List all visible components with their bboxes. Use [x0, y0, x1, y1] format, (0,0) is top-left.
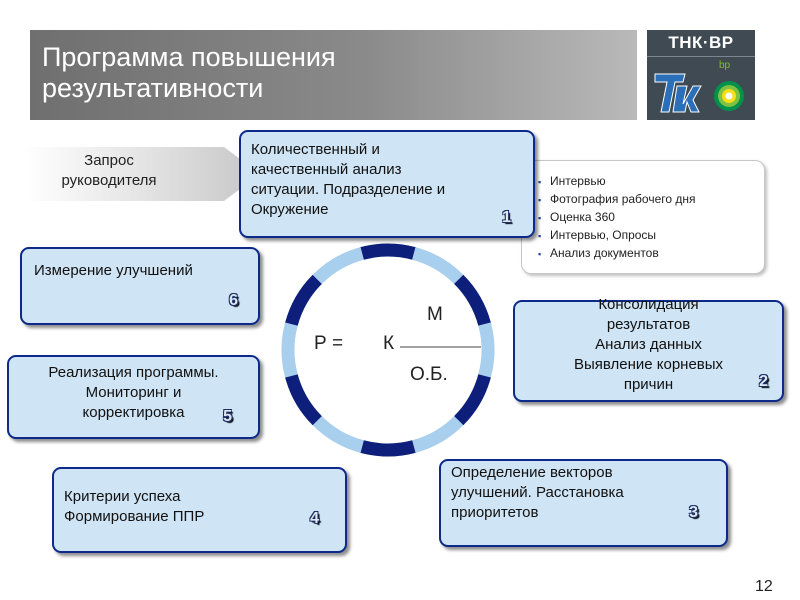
step-1-number: 1	[502, 209, 511, 226]
step-5-line: Реализация программы.	[48, 364, 219, 381]
logo-brand-text: ТНК·ВР	[647, 30, 755, 57]
request-label	[24, 151, 194, 191]
logo-bp-text: bp	[719, 60, 731, 71]
bullet-icon: ▪	[538, 249, 542, 259]
ring-segment-dark	[362, 250, 414, 253]
step-4-line: Критерии успеха	[64, 488, 181, 505]
step-1-line: качественный анализ	[251, 161, 402, 178]
step-3-line: приоритетов	[451, 504, 539, 521]
ring-segment-light	[485, 324, 488, 376]
method-text: Оценка 360	[550, 210, 615, 224]
methods-list-item	[538, 191, 696, 209]
step-6-line: Измерение улучшений	[34, 262, 193, 279]
step-5-line: корректировка	[82, 404, 185, 421]
bullet-icon: ▪	[538, 177, 542, 187]
step-2-number: 2	[759, 373, 768, 390]
step-1-line: ситуации. Подразделение и	[251, 181, 446, 198]
formula-numerator: М	[427, 304, 443, 325]
step-5-number: 5	[223, 408, 232, 425]
step-2-line: Выявление корневых	[573, 356, 724, 373]
ring-segment-light	[414, 421, 459, 447]
ring-segment-light	[317, 421, 362, 447]
methods-list-item	[538, 209, 696, 227]
ring-segment-light	[317, 253, 362, 279]
method-text: Анализ документов	[550, 246, 659, 260]
formula-lhs: Р =	[314, 333, 344, 354]
formula-k: К	[383, 333, 395, 354]
title-line-2: результативности	[42, 73, 264, 103]
logo-mark-icon	[647, 30, 755, 120]
step-2-box	[513, 296, 784, 402]
step-3-line: Определение векторов	[451, 464, 613, 481]
title-line-1: Программа повышения	[42, 42, 336, 72]
bullet-icon: ▪	[538, 213, 542, 223]
step-1-box	[239, 130, 535, 238]
step-6-box	[20, 247, 260, 325]
step-2-line: причин	[623, 376, 674, 393]
step-2-line: результатов	[606, 316, 691, 333]
ring-segment-dark	[459, 279, 485, 324]
ring-segment-dark	[291, 376, 317, 421]
step-4-line: Формирование ППР	[64, 508, 205, 525]
methods-list	[538, 173, 696, 263]
ring-segment-dark	[362, 447, 414, 450]
request-line-1: Запрос	[84, 152, 134, 169]
title-banner	[30, 30, 637, 120]
step-3-number: 3	[689, 504, 698, 521]
method-text: Фотография рабочего дня	[550, 192, 696, 206]
step-5-box	[7, 355, 260, 439]
step-6-number: 6	[229, 292, 238, 309]
methods-list-box	[521, 160, 765, 274]
method-text: Интервью, Опросы	[550, 228, 657, 242]
tnk-bp-logo	[647, 30, 755, 120]
step-2-line: Анализ данных	[595, 336, 702, 353]
step-3-box	[439, 459, 728, 547]
step-3-line: улучшений. Расстановка	[451, 484, 624, 501]
step-2-line: Консолидация	[598, 296, 699, 313]
step-1-line: Окружение	[251, 201, 329, 218]
ring-segment-dark	[291, 279, 317, 324]
step-4-box	[52, 467, 347, 553]
ring-segment-dark	[459, 376, 485, 421]
formula-denominator: О.Б.	[410, 364, 448, 385]
step-5-line: Мониторинг и	[85, 384, 182, 401]
ring-segment-light	[288, 324, 291, 376]
step-1-line: Количественный и	[251, 141, 380, 158]
methods-list-item	[538, 227, 696, 245]
methods-list-item	[538, 245, 696, 263]
ring-segment-light	[414, 253, 459, 279]
step-4-number: 4	[310, 510, 319, 527]
bullet-icon: ▪	[538, 231, 542, 241]
methods-list-item	[538, 173, 696, 191]
bullet-icon: ▪	[538, 195, 542, 205]
method-text: Интервью	[550, 174, 606, 188]
request-line-2: руководителя	[61, 172, 157, 189]
slide-title	[42, 42, 336, 104]
page-number: 12	[755, 578, 773, 595]
